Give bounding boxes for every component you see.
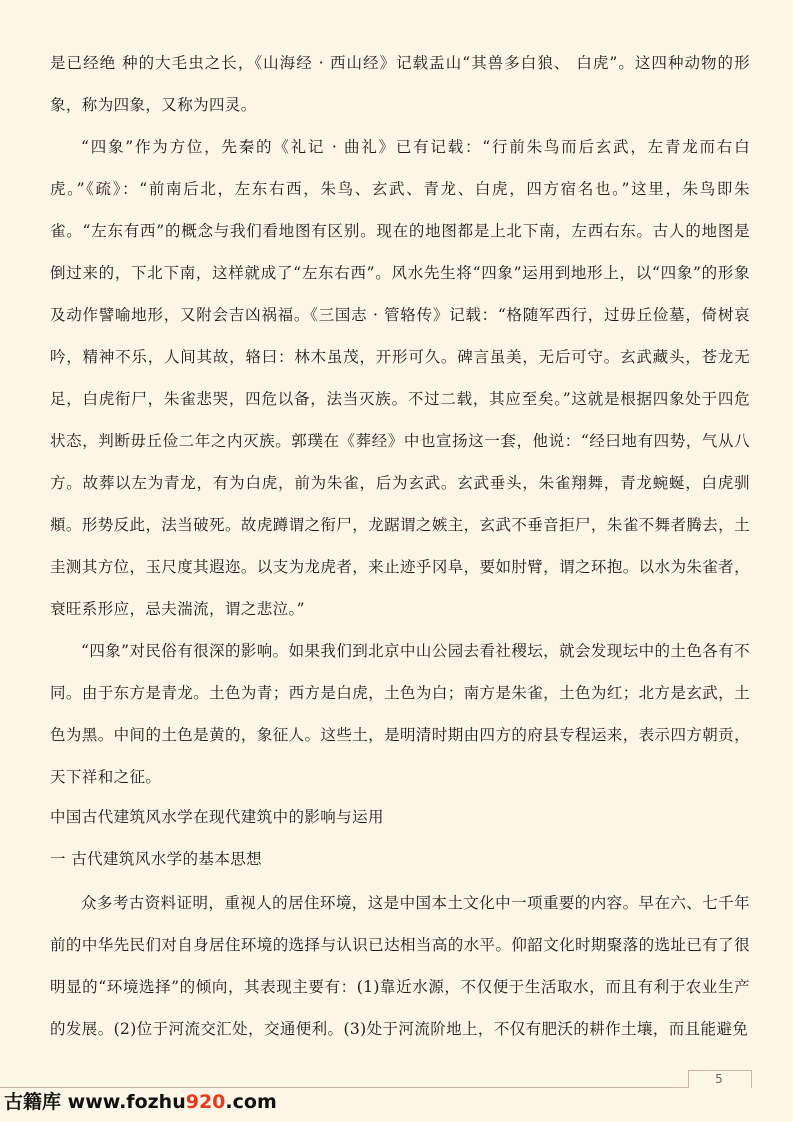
paragraph-archaeology: 众多考古资料证明，重视人的居住环境，这是中国本土文化中一项重要的内容。早在六、七千年前的中华先民们对自身居住环境的选择与认识已达相当高的水平。仰韶文化时期聚落的选址已有了很明显的“环境选择”的倾向，其表现主要有：(1)靠近水源，不仅便于生活取水，而且有利于农业生产的发展。(2)位于河流交汇处，交通便利。(3)处于河流阶地上，不仅有肥沃的耕作土壤，而且能避免 [50,894,750,1038]
watermark-url-suffix: .com [225,1091,277,1113]
section-title: 中国古代建筑风水学在现代建筑中的影响与运用 [50,808,384,826]
watermark-url-prefix: www.fozhu [67,1091,186,1113]
paragraph-four-symbols-directions: “四象”作为方位，先秦的《礼记 · 曲礼》已有记载：“行前朱鸟而后玄武，左青龙而右白虎。”《疏》：“前南后北，左东右西，朱鸟、玄武、青龙、白虎，四方宿名也。”这里，朱鸟即朱雀。“左东有西”的概念与我们看地图有区别。现在的地图都是上北下南，左西右东。古人的地图是倒过来的，下北下南，这样就成了“左东右西”。风水先生将“四象”运用到地形上，以“四象”的形象及动作譬喻地形，又附会吉凶祸福。《三国志 · 管辂传》记载：“格随军西行，过毋丘俭墓，倚树哀吟，精神不乐，人间其故，辂曰：林木虽茂，开形可久。碑言虽美，无后可守。玄武藏头，苍龙无足，白虎衔尸，朱雀悲哭，四危以备，法当灭族。不过二载，其应至矣。”这就是根据四象处于四危状态，判断毋丘俭二年之内灭族。郭璞在《葬经》中也宣扬这一套，他说：“经曰地有四势，气从八方。故葬以左为青龙，有为白虎，前为朱雀，后为玄武。玄武垂头，朱雀翔舞，青龙蜿蜒，白虎驯頫。形势反此，法当破死。故虎蹲谓之衔尸，龙踞谓之嫉主，玄武不垂音拒尸，朱雀不舞者腾去，土圭测其方位，玉尺度其遐迩。以支为龙虎者，来止迹乎冈阜，要如肘臂，谓之环抱。以水为朱雀者，衰旺系形应，忌夫湍流，谓之悲泣。” [50,138,750,618]
watermark-brand: 古籍库 [4,1091,62,1113]
page-number: 5 [715,1072,723,1086]
site-watermark [4,1088,277,1116]
watermark-url-number: 920 [185,1091,226,1113]
paragraph-folk-influence: “四象”对民俗有很深的影响。如果我们到北京中山公园去看社稷坛，就会发现坛中的土色各有不同。由于东方是青龙。土色为青；西方是白虎，土色为白；南方是朱雀，土色为红；北方是玄武，土色为黑。中间的土色是黄的，象征人。这些土，是明清时期由四方的府县专程运来，表示四方朝贡，天下祥和之征。 [50,642,750,786]
paragraph-four-symbols-intro: 是已经绝 种的大毛虫之长，《山海经 · 西山经》记载盂山“其兽多白狼、 白虎”。这四种动物的形象，称为四象，又称为四灵。 [50,54,750,114]
subsection-title: 一 古代建筑风水学的基本思想 [50,850,263,868]
watermark-url [68,1091,277,1113]
